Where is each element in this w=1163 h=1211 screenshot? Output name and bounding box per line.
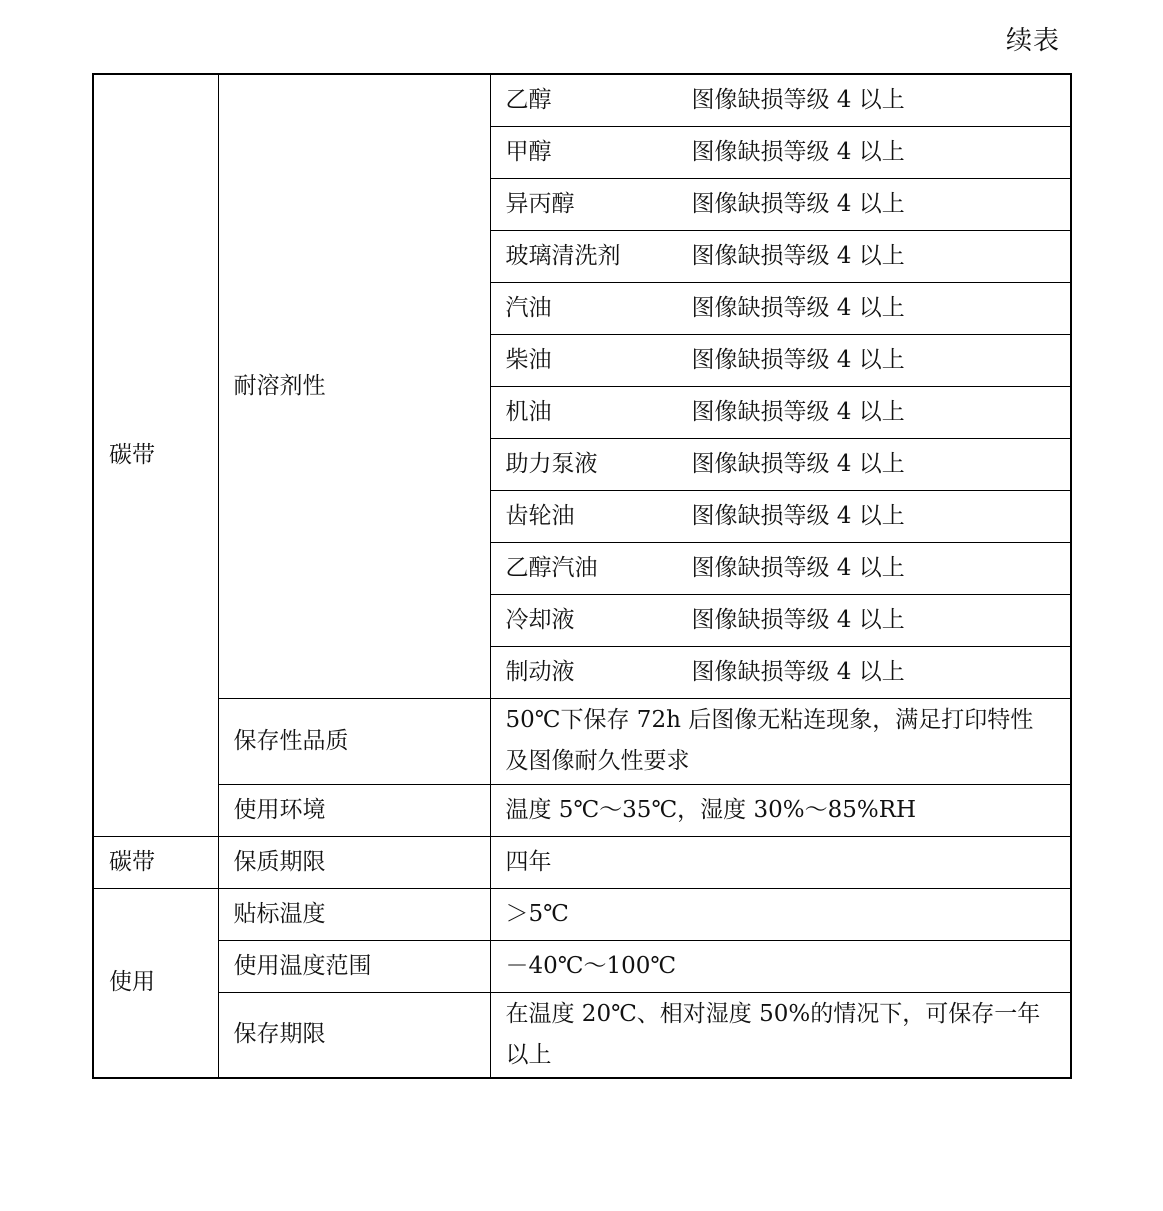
solvent-item-cell [490,282,1071,334]
value-cell-shelf-life: 四年 [490,836,1071,888]
specification-table [92,73,1072,1079]
solvent-item-cell [490,438,1071,490]
solvent-name: 玻璃清洗剂 [505,242,621,269]
table-row [93,836,1071,888]
property-cell-environment: 使用环境 [218,784,490,836]
solvent-requirement: 图像缺损等级 4 以上 [691,346,905,373]
solvent-item-cell [490,594,1071,646]
solvent-name: 冷却液 [505,606,575,633]
solvent-name: 异丙醇 [505,190,575,217]
solvent-requirement: 图像缺损等级 4 以上 [691,86,905,113]
solvent-item-cell [490,334,1071,386]
solvent-name: 助力泵液 [505,450,598,477]
value-cell-usage: －40℃～100℃ [490,940,1071,992]
solvent-item-cell [490,542,1071,594]
solvent-name: 齿轮油 [505,502,575,529]
solvent-name: 甲醇 [505,138,552,165]
solvent-item-cell [490,74,1071,126]
solvent-name: 机油 [505,398,552,425]
property-cell-usage: 使用温度范围 [218,940,490,992]
solvent-name: 汽油 [505,294,552,321]
value-cell-environment: 温度 5℃～35℃，湿度 30%～85%RH [490,784,1071,836]
property-cell-storage-quality: 保存性品质 [218,698,490,784]
solvent-requirement: 图像缺损等级 4 以上 [691,138,905,165]
solvent-requirement: 图像缺损等级 4 以上 [691,398,905,425]
property-cell-usage: 贴标温度 [218,888,490,940]
table-row [93,74,1071,126]
solvent-item-cell [490,490,1071,542]
category-cell-ribbon-shelf: 碳带 [93,836,218,888]
solvent-item-cell [490,126,1071,178]
value-cell-storage-quality: 50℃下保存 72h 后图像无粘连现象，满足打印特性及图像耐久性要求 [490,698,1071,784]
property-cell-shelf-life: 保质期限 [218,836,490,888]
solvent-requirement: 图像缺损等级 4 以上 [691,554,905,581]
table-row [93,888,1071,940]
continued-table-label: 续表 [1005,26,1060,56]
category-cell-ribbon: 碳带 [93,74,218,836]
solvent-item-cell [490,646,1071,698]
table-row [93,940,1071,992]
table-row [93,992,1071,1078]
solvent-item-cell [490,230,1071,282]
category-cell-usage: 使用 [93,888,218,1078]
solvent-requirement: 图像缺损等级 4 以上 [691,606,905,633]
solvent-name: 柴油 [505,346,552,373]
value-cell-usage: ＞5℃ [490,888,1071,940]
solvent-item-cell [490,386,1071,438]
value-cell-usage: 在温度 20℃、相对湿度 50%的情况下，可保存一年以上 [490,992,1071,1078]
table-row [93,698,1071,784]
solvent-requirement: 图像缺损等级 4 以上 [691,658,905,685]
solvent-requirement: 图像缺损等级 4 以上 [691,242,905,269]
property-cell-solvent-resistance: 耐溶剂性 [218,74,490,698]
solvent-name: 乙醇 [505,86,552,113]
solvent-requirement: 图像缺损等级 4 以上 [691,502,905,529]
solvent-item-cell [490,178,1071,230]
table-row [93,784,1071,836]
solvent-name: 制动液 [505,658,575,685]
solvent-requirement: 图像缺损等级 4 以上 [691,190,905,217]
property-cell-usage: 保存期限 [218,992,490,1078]
solvent-name: 乙醇汽油 [505,554,598,581]
solvent-requirement: 图像缺损等级 4 以上 [691,450,905,477]
solvent-requirement: 图像缺损等级 4 以上 [691,294,905,321]
